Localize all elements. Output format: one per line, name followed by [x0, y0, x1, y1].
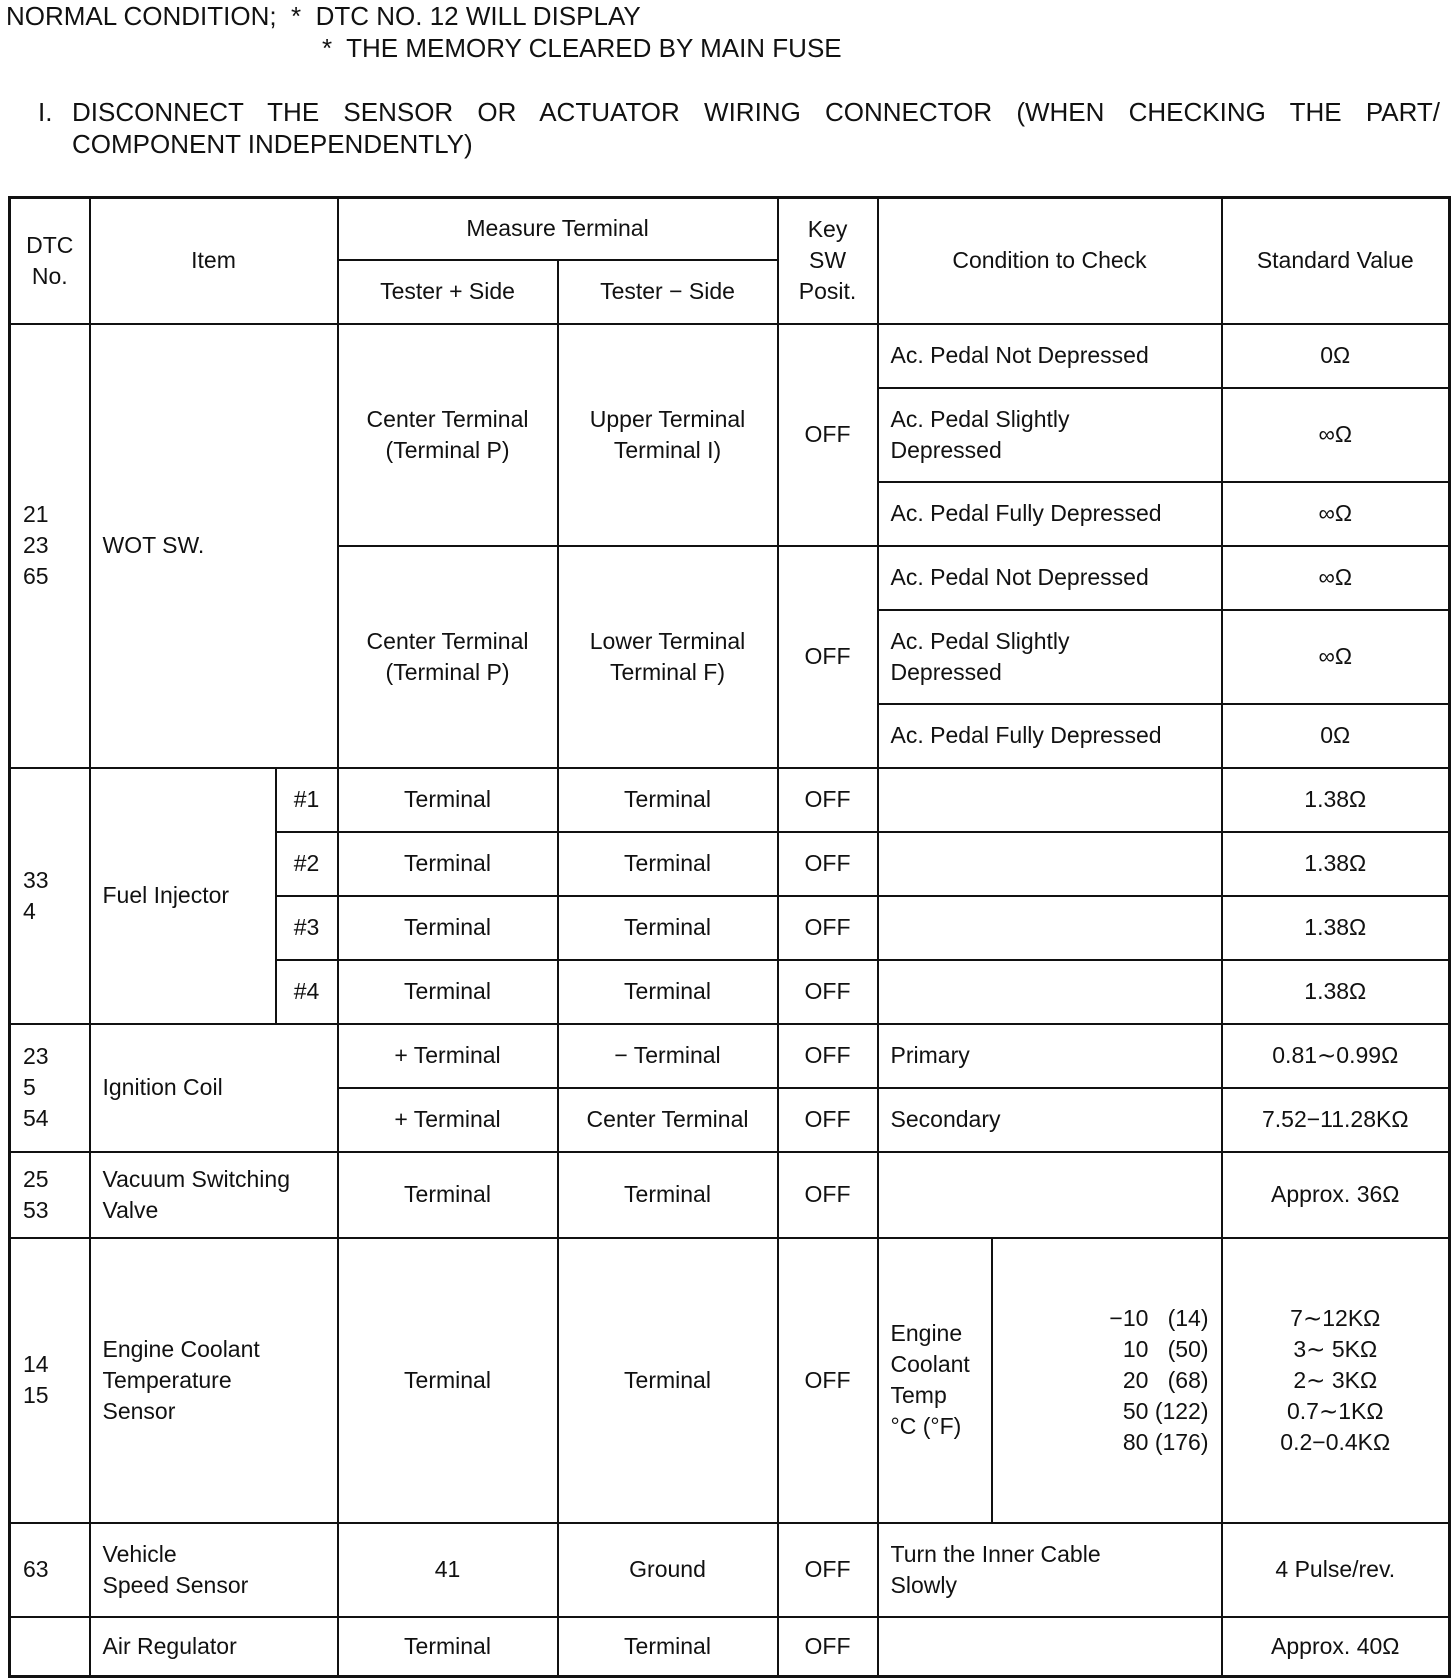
coolant-dtc-cell: 14 15	[10, 1238, 90, 1523]
injector-number: #4	[276, 960, 338, 1024]
condition-cell	[878, 832, 1222, 896]
tester-plus-cell: Terminal	[338, 768, 558, 832]
key-position-cell: OFF	[778, 1024, 878, 1088]
tester-minus-cell: Center Terminal	[558, 1088, 778, 1152]
tester-minus-cell: Terminal	[558, 768, 778, 832]
condition-cell	[878, 768, 1222, 832]
normal-condition-line-2: * THE MEMORY CLEARED BY MAIN FUSE	[322, 33, 842, 63]
header-standard-value: Standard Value	[1222, 198, 1450, 324]
header-tester-plus-side: Tester + Side	[338, 260, 558, 324]
instruction-number: I.	[38, 97, 53, 127]
coil-item-cell: Ignition Coil	[90, 1024, 338, 1152]
standard-value-cell: 0.81∼0.99Ω	[1222, 1024, 1450, 1088]
standard-value-cell: ∞Ω	[1222, 388, 1450, 482]
key-position-cell: OFF	[778, 960, 878, 1024]
condition-cell	[878, 1152, 1222, 1238]
tester-minus-cell: Ground	[558, 1523, 778, 1617]
condition-cell: Ac. Pedal Not Depressed	[878, 324, 1222, 388]
tester-plus-cell: 41	[338, 1523, 558, 1617]
tester-plus-cell: Terminal	[338, 832, 558, 896]
tester-minus-cell: Terminal	[558, 960, 778, 1024]
standard-value-cell: ∞Ω	[1222, 546, 1450, 610]
key-position-cell: OFF	[778, 896, 878, 960]
vsv-dtc-cell: 25 53	[10, 1152, 90, 1238]
tester-minus-cell: Terminal	[558, 1238, 778, 1523]
standard-value-cell: 0Ω	[1222, 704, 1450, 768]
condition-cell: Ac. Pedal Fully Depressed	[878, 482, 1222, 546]
standard-value-cell: 1.38Ω	[1222, 960, 1450, 1024]
table-row	[10, 1024, 1450, 1088]
coolant-temp-label: Engine Coolant Temp °C (°F)	[878, 1238, 992, 1523]
tester-minus-cell: Terminal	[558, 1617, 778, 1677]
normal-condition-line-1: NORMAL CONDITION; * DTC NO. 12 WILL DISPLAY	[6, 1, 641, 31]
tester-minus-cell: Terminal	[558, 896, 778, 960]
standard-value-cell: ∞Ω	[1222, 610, 1450, 704]
dtc-inspection-table	[8, 196, 1451, 1678]
table-row	[10, 1617, 1450, 1677]
tester-plus-cell: Terminal	[338, 1617, 558, 1677]
coolant-value-list: 7∼12KΩ 3∼ 5KΩ 2∼ 3KΩ 0.7∼1KΩ 0.2−0.4KΩ	[1222, 1238, 1450, 1523]
key-position-cell: OFF	[778, 1152, 878, 1238]
coolant-temp-list: −10 (14) 10 (50) 20 (68) 50 (122) 80 (176)	[992, 1238, 1222, 1523]
tester-plus-cell: Terminal	[338, 896, 558, 960]
condition-cell: Primary	[878, 1024, 1222, 1088]
wot-group2-plus: Center Terminal (Terminal P)	[338, 546, 558, 768]
vsv-item-cell: Vacuum Switching Valve	[90, 1152, 338, 1238]
condition-cell: Ac. Pedal Slightly Depressed	[878, 388, 1222, 482]
standard-value-cell: 7.52−11.28KΩ	[1222, 1088, 1450, 1152]
injector-number: #1	[276, 768, 338, 832]
condition-cell: Ac. Pedal Slightly Depressed	[878, 610, 1222, 704]
standard-value-cell: Approx. 40Ω	[1222, 1617, 1450, 1677]
tester-plus-cell: Terminal	[338, 1152, 558, 1238]
table-row	[10, 1523, 1450, 1617]
condition-cell: Secondary	[878, 1088, 1222, 1152]
speed-item-cell: Vehicle Speed Sensor	[90, 1523, 338, 1617]
tester-minus-cell: − Terminal	[558, 1024, 778, 1088]
air-dtc-cell	[10, 1617, 90, 1677]
wot-group1-minus: Upper Terminal Terminal I)	[558, 324, 778, 546]
wot-dtc-cell: 21 23 65	[10, 324, 90, 768]
standard-value-cell: 1.38Ω	[1222, 896, 1450, 960]
wot-group1-plus: Center Terminal (Terminal P)	[338, 324, 558, 546]
tester-minus-cell: Terminal	[558, 832, 778, 896]
tester-minus-cell: Terminal	[558, 1152, 778, 1238]
coolant-item-cell: Engine Coolant Temperature Sensor	[90, 1238, 338, 1523]
air-item-cell: Air Regulator	[90, 1617, 338, 1677]
condition-cell: Turn the Inner Cable Slowly	[878, 1523, 1222, 1617]
wot-group1-key: OFF	[778, 324, 878, 546]
key-position-cell: OFF	[778, 832, 878, 896]
tester-plus-cell: Terminal	[338, 960, 558, 1024]
condition-cell	[878, 896, 1222, 960]
injector-item-cell: Fuel Injector	[90, 768, 276, 1024]
wot-group2-minus: Lower Terminal Terminal F)	[558, 546, 778, 768]
header-measure-terminal: Measure Terminal	[338, 198, 778, 260]
key-position-cell: OFF	[778, 1523, 878, 1617]
header-condition-to-check: Condition to Check	[878, 198, 1222, 324]
wot-group2-key: OFF	[778, 546, 878, 768]
table-row	[10, 768, 1450, 832]
key-position-cell: OFF	[778, 768, 878, 832]
wot-item-cell: WOT SW.	[90, 324, 338, 768]
header-tester-minus-side: Tester − Side	[558, 260, 778, 324]
condition-cell	[878, 960, 1222, 1024]
injector-number: #3	[276, 896, 338, 960]
key-position-cell: OFF	[778, 1238, 878, 1523]
key-position-cell: OFF	[778, 1617, 878, 1677]
condition-cell: Ac. Pedal Not Depressed	[878, 546, 1222, 610]
header-key-sw-posit: Key SW Posit.	[778, 198, 878, 324]
speed-dtc-cell: 63	[10, 1523, 90, 1617]
injector-dtc-cell: 33 4	[10, 768, 90, 1024]
header-dtc-no: DTC No.	[10, 198, 90, 324]
standard-value-cell: ∞Ω	[1222, 482, 1450, 546]
condition-cell	[878, 1617, 1222, 1677]
tester-plus-cell: + Terminal	[338, 1088, 558, 1152]
standard-value-cell: 0Ω	[1222, 324, 1450, 388]
table-header-row	[10, 198, 1450, 260]
standard-value-cell: 4 Pulse/rev.	[1222, 1523, 1450, 1617]
tester-plus-cell: Terminal	[338, 1238, 558, 1523]
instruction-text: DISCONNECT THE SENSOR OR ACTUATOR WIRING CONNECTOR (WHEN CHECKING THE PART/ COMPONENT INDEPENDENTLY)	[72, 97, 1440, 159]
injector-number: #2	[276, 832, 338, 896]
table-row	[10, 1152, 1450, 1238]
table-row	[10, 1238, 1450, 1523]
coil-dtc-cell: 23 5 54	[10, 1024, 90, 1152]
table-row	[10, 324, 1450, 388]
standard-value-cell: Approx. 36Ω	[1222, 1152, 1450, 1238]
standard-value-cell: 1.38Ω	[1222, 832, 1450, 896]
key-position-cell: OFF	[778, 1088, 878, 1152]
standard-value-cell: 1.38Ω	[1222, 768, 1450, 832]
tester-plus-cell: + Terminal	[338, 1024, 558, 1088]
condition-cell: Ac. Pedal Fully Depressed	[878, 704, 1222, 768]
header-item: Item	[90, 198, 338, 324]
